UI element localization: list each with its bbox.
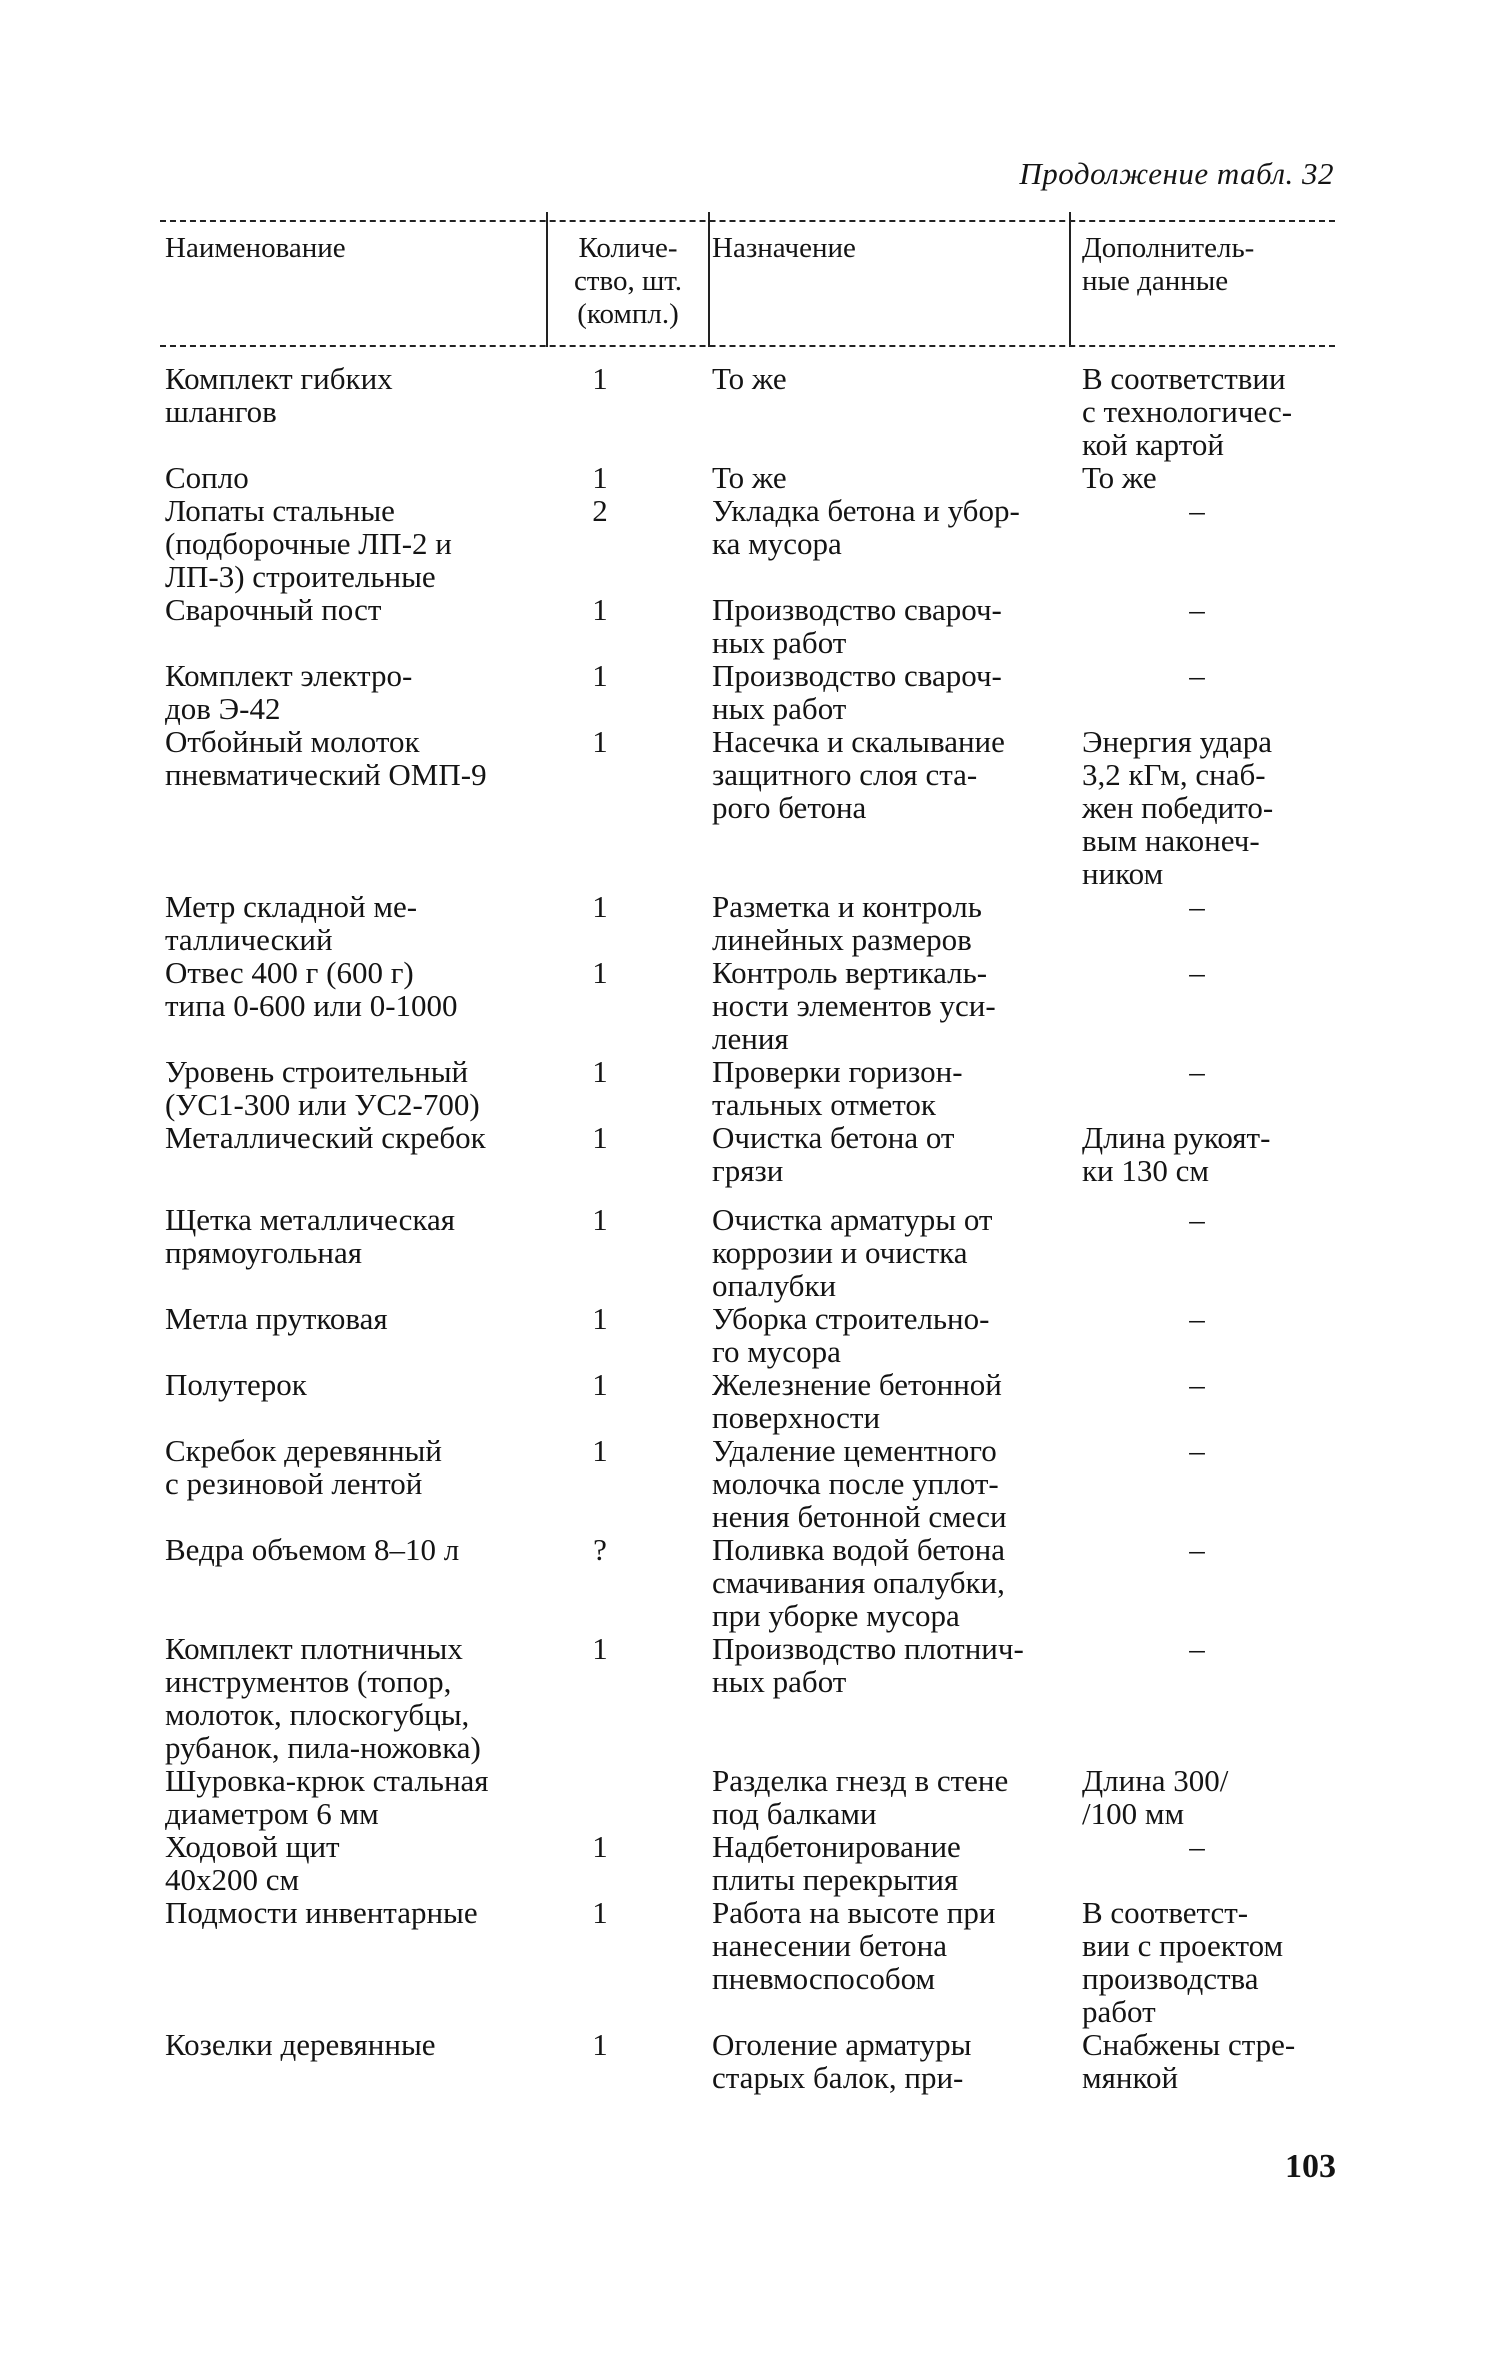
row-extra-cell: В соответст- вии с проектом производства работ bbox=[1082, 1895, 1284, 2029]
row-extra-cell: – bbox=[1189, 889, 1205, 924]
row-extra-cell: – bbox=[1189, 1532, 1205, 1567]
row-qty-cell: 1 bbox=[592, 1433, 608, 1468]
row-extra-cell: – bbox=[1189, 658, 1205, 693]
row-purpose-cell: Железнение бетонной поверхности bbox=[712, 1367, 1002, 1435]
row-extra-cell: – bbox=[1189, 1202, 1205, 1237]
row-extra-cell: – bbox=[1189, 1829, 1205, 1864]
row-name-cell: Скребок деревянный с резиновой лентой bbox=[165, 1433, 442, 1501]
row-qty-cell: ? bbox=[593, 1532, 607, 1567]
column-header-name: Наименование bbox=[165, 232, 346, 264]
row-qty-cell: 1 bbox=[592, 592, 608, 627]
row-qty-cell: 1 bbox=[592, 1202, 608, 1237]
row-purpose-cell: Оголение арматуры старых балок, при- bbox=[712, 2027, 972, 2095]
row-qty-cell: 1 bbox=[592, 724, 608, 759]
table-continuation-caption: Продолжение табл. 32 bbox=[1019, 156, 1334, 191]
row-qty-cell: 1 bbox=[592, 1054, 608, 1089]
row-qty-cell: 1 bbox=[592, 1631, 608, 1666]
row-purpose-cell: Насечка и скалывание защитного слоя ста- рого бетона bbox=[712, 724, 1005, 825]
row-qty-cell: 1 bbox=[592, 460, 608, 495]
column-header-qty: Количе- ство, шт. (компл.) bbox=[573, 232, 683, 330]
row-name-cell: Полутерок bbox=[165, 1367, 307, 1402]
table-top-rule bbox=[160, 220, 1335, 222]
row-name-cell: Сварочный пост bbox=[165, 592, 382, 627]
row-qty-cell: 1 bbox=[592, 2027, 608, 2062]
row-qty-cell: 1 bbox=[592, 1120, 608, 1155]
column-divider bbox=[546, 212, 548, 347]
row-name-cell: Метла прутковая bbox=[165, 1301, 388, 1336]
row-name-cell: Комплект электро- дов Э-42 bbox=[165, 658, 413, 726]
row-name-cell: Ведра объемом 8–10 л bbox=[165, 1532, 460, 1567]
row-extra-cell: – bbox=[1189, 1433, 1205, 1468]
row-name-cell: Подмости инвентарные bbox=[165, 1895, 478, 1930]
row-purpose-cell: Укладка бетона и убор- ка мусора bbox=[712, 493, 1020, 561]
row-purpose-cell: Поливка водой бетона смачивания опалубки, при уборке мусора bbox=[712, 1532, 1006, 1633]
row-extra-cell: – bbox=[1189, 1367, 1205, 1402]
row-name-cell: Металлический скребок bbox=[165, 1120, 486, 1155]
row-extra-cell: Длина 300/ /100 мм bbox=[1082, 1763, 1229, 1831]
row-qty-cell: 1 bbox=[592, 955, 608, 990]
row-name-cell: Шуровка-крюк стальная диаметром 6 мм bbox=[165, 1763, 489, 1831]
row-extra-cell: Снабжены стре- мянкой bbox=[1082, 2027, 1296, 2095]
row-name-cell: Лопаты стальные (подборочные ЛП-2 и ЛП-3) строительные bbox=[165, 493, 452, 594]
row-name-cell: Комплект гибких шлангов bbox=[165, 361, 393, 429]
column-header-extra: Дополнитель- ные данные bbox=[1082, 232, 1255, 297]
row-purpose-cell: Очистка бетона от грязи bbox=[712, 1120, 955, 1188]
row-extra-cell: Энергия удара 3,2 кГм, снаб- жен победито- вым наконеч- ником bbox=[1082, 724, 1274, 891]
row-purpose-cell: Работа на высоте при нанесении бетона пневмоспособом bbox=[712, 1895, 996, 1996]
row-qty-cell: 1 bbox=[592, 658, 608, 693]
row-extra-cell: В соответствии с технологичес- кой картой bbox=[1082, 361, 1293, 462]
row-purpose-cell: То же bbox=[712, 361, 787, 396]
row-name-cell: Уровень строительный (УС1-300 или УС2-700) bbox=[165, 1054, 480, 1122]
row-qty-cell: 1 bbox=[592, 1829, 608, 1864]
row-name-cell: Метр складной ме- таллический bbox=[165, 889, 418, 957]
row-purpose-cell: Производство плотнич- ных работ bbox=[712, 1631, 1024, 1699]
row-purpose-cell: Производство свароч- ных работ bbox=[712, 592, 1002, 660]
row-extra-cell: – bbox=[1189, 1301, 1205, 1336]
page-number: 103 bbox=[1285, 2148, 1336, 2185]
row-extra-cell: – bbox=[1189, 592, 1205, 627]
row-purpose-cell: Уборка строительно- го мусора bbox=[712, 1301, 990, 1369]
row-purpose-cell: То же bbox=[712, 460, 787, 495]
row-name-cell: Комплект плотничных инструментов (топор, молоток, плоскогубцы, рубанок, пила-ножовка) bbox=[165, 1631, 481, 1765]
row-name-cell: Отвес 400 г (600 г) типа 0-600 или 0-1000 bbox=[165, 955, 458, 1023]
row-extra-cell: То же bbox=[1082, 460, 1157, 495]
row-purpose-cell: Проверки горизон- тальных отметок bbox=[712, 1054, 963, 1122]
row-qty-cell: 2 bbox=[592, 493, 608, 528]
row-purpose-cell: Контроль вертикаль- ности элементов уси- ления bbox=[712, 955, 996, 1056]
row-name-cell: Козелки деревянные bbox=[165, 2027, 436, 2062]
row-name-cell: Щетка металлическая прямоугольная bbox=[165, 1202, 456, 1270]
row-extra-cell: – bbox=[1189, 1631, 1205, 1666]
row-qty-cell: 1 bbox=[592, 1301, 608, 1336]
row-name-cell: Отбойный молоток пневматический ОМП-9 bbox=[165, 724, 487, 792]
row-purpose-cell: Разметка и контроль линейных размеров bbox=[712, 889, 982, 957]
row-purpose-cell: Очистка арматуры от коррозии и очистка опалубки bbox=[712, 1202, 993, 1303]
row-qty-cell: 1 bbox=[592, 889, 608, 924]
row-purpose-cell: Производство свароч- ных работ bbox=[712, 658, 1002, 726]
row-extra-cell: – bbox=[1189, 493, 1205, 528]
row-purpose-cell: Надбетонирование плиты перекрытия bbox=[712, 1829, 961, 1897]
row-purpose-cell: Разделка гнезд в стене под балками bbox=[712, 1763, 1009, 1831]
row-qty-cell: 1 bbox=[592, 361, 608, 396]
column-divider bbox=[708, 212, 710, 347]
row-qty-cell: 1 bbox=[592, 1895, 608, 1930]
column-divider bbox=[1069, 212, 1071, 347]
table-header-rule bbox=[160, 345, 1335, 347]
row-extra-cell: Длина рукоят- ки 130 см bbox=[1082, 1120, 1271, 1188]
column-header-purpose: Назначение bbox=[712, 232, 856, 264]
row-name-cell: Ходовой щит 40x200 см bbox=[165, 1829, 340, 1897]
row-qty-cell: 1 bbox=[592, 1367, 608, 1402]
row-purpose-cell: Удаление цементного молочка после уплот- нения бетонной смеси bbox=[712, 1433, 1007, 1534]
row-extra-cell: – bbox=[1189, 955, 1205, 990]
row-name-cell: Сопло bbox=[165, 460, 249, 495]
row-extra-cell: – bbox=[1189, 1054, 1205, 1089]
